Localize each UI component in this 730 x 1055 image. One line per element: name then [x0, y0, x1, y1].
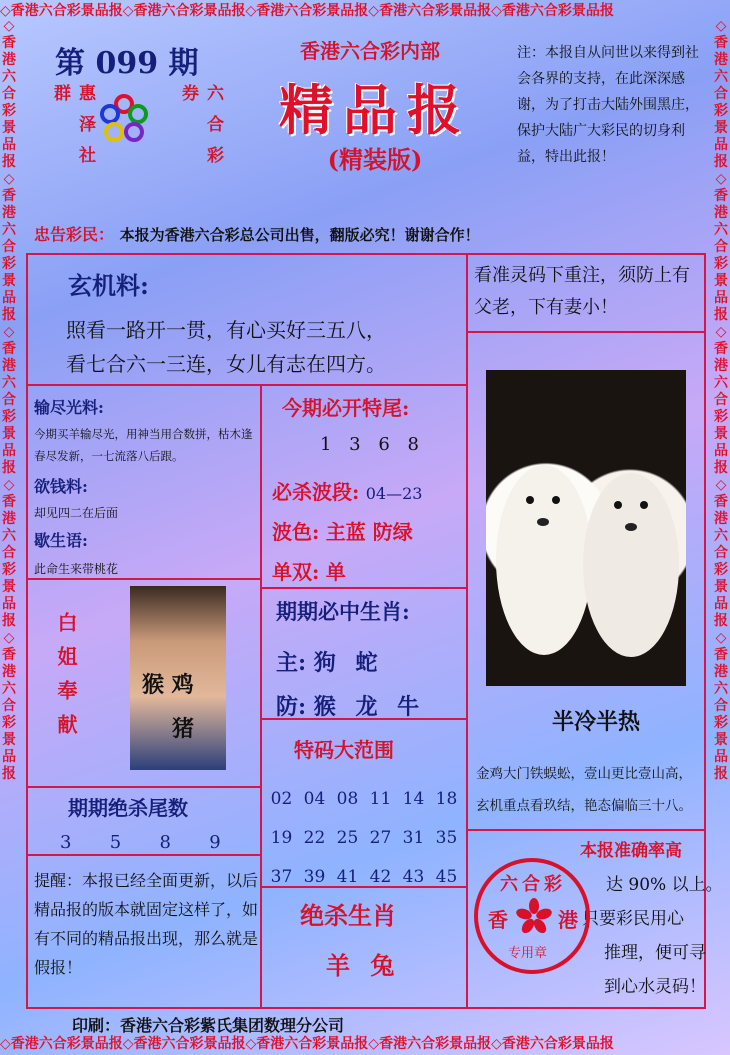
zodiac-guard-value: 猴 龙 牛	[313, 694, 426, 720]
warning-text: 本报为香港六合彩总公司出售，翻版必究！谢谢合作！	[119, 226, 480, 244]
top-right-text: 看准灵码下重注，须防上有父老，下有妻小！	[474, 265, 690, 318]
issue-number: 第 099 期	[55, 46, 199, 81]
range-number: 42	[369, 867, 392, 887]
accuracy-line-1: 本报准确率高	[580, 841, 682, 861]
zodiac-main-label: 主:	[276, 650, 307, 676]
odd-even-label: 单双:	[272, 560, 320, 584]
header-right-column: 六合彩券	[178, 84, 223, 177]
wave-kill-label: 必杀波段:	[272, 480, 360, 504]
seal-bottom-text: 专用章	[508, 946, 548, 961]
range-number: 08	[336, 789, 359, 809]
page-title: 精品报	[279, 78, 471, 142]
reminder-text: 提醒：本报已经全面更新，以后精品报的版本就固定这样了，如有不同的精品报出现，那么就是假报！	[34, 871, 259, 977]
wave-kill-value: 04—23	[365, 484, 423, 503]
footer-print: 印刷：香港六合彩紫氏集团数理分公司	[72, 1016, 345, 1035]
half-cold-text: 金鸡大门铁蜈蚣，壹山更比壹山高，玄机重点看玖结，艳态偏临三十八。	[476, 766, 692, 814]
left-info-paragraph-1: 今期买羊输尽光，用神当用合数拼，枯木逢春尽发新，一七流落八后跟。	[34, 427, 253, 463]
kill-tail-number: 9	[209, 832, 221, 853]
xuanji-title: 玄机料:	[68, 271, 149, 300]
range-number: 45	[435, 867, 458, 887]
tail-title: 今期必开特尾:	[282, 396, 410, 420]
kill-tail-title: 期期绝杀尾数	[68, 796, 188, 820]
warning-line	[34, 222, 480, 245]
left-info-title-3: 歇生语:	[34, 531, 88, 550]
left-info-title-2: 欲钱料:	[34, 477, 88, 496]
odd-even-line	[272, 556, 346, 585]
zodiac-title: 期期必中生肖:	[276, 599, 410, 624]
zodiac-guard-line	[276, 690, 425, 721]
special-range-grid	[265, 780, 465, 897]
range-number: 27	[369, 828, 392, 848]
xuanji-line-2: 看七合六一三连，女儿有志在四方。	[66, 352, 386, 376]
range-number: 35	[435, 828, 458, 848]
accuracy-line-4: 推理，便可寻	[604, 943, 706, 963]
range-number: 43	[402, 867, 425, 887]
range-number: 25	[336, 828, 359, 848]
white-sister-overlay-2: 猪	[172, 716, 195, 742]
range-number: 04	[303, 789, 326, 809]
kill-tail-number: 8	[159, 832, 171, 853]
left-info-paragraph-2: 却见四二在后面	[34, 506, 119, 520]
seal-right-text: 港	[558, 908, 578, 932]
range-number: 02	[270, 789, 293, 809]
kill-zodiac-title: 绝杀生肖	[300, 901, 396, 930]
zodiac-guard-label: 防:	[276, 694, 307, 720]
range-number: 14	[402, 789, 425, 809]
right-border-text: ◇香港六合彩景品报◇香港六合彩景品报◇香港六合彩景品报◇香港六合彩景品报◇香港六合彩景品报	[714, 18, 728, 782]
special-range-title: 特码大范围	[294, 738, 394, 762]
bauhinia-icon	[516, 898, 552, 934]
wave-color-label: 波色:	[272, 520, 320, 544]
range-number: 41	[336, 867, 359, 887]
accuracy-line-2: 达 90% 以上。	[606, 875, 723, 895]
zodiac-main-value: 狗 蛇	[313, 650, 384, 676]
range-number: 11	[369, 789, 392, 809]
left-border-text: ◇香港六合彩景品报◇香港六合彩景品报◇香港六合彩景品报◇香港六合彩景品报◇香港六合彩景品报	[2, 18, 16, 782]
accuracy-line-3: 只要彩民用心	[582, 909, 684, 929]
wave-kill-line	[272, 476, 422, 505]
header-subtitle: 香港六合彩内部	[300, 39, 440, 63]
edition-label: (精装版)	[327, 145, 423, 174]
tail-numbers: 1 3 6 8	[320, 434, 425, 455]
right-middle-section	[466, 331, 706, 831]
kill-tail-numbers	[60, 832, 253, 853]
seal-left-text: 香	[488, 908, 508, 932]
kill-tail-number: 5	[109, 832, 122, 853]
header-note: 注：本报自从问世以来得到社会各界的支持，在此深深感谢，为了打击大陆外围黑庄，保护大陆广大彩民的切身利益，特出此报！	[517, 45, 699, 165]
kill-tail-number: 3	[60, 832, 72, 853]
left-info-title-1: 输尽光料:	[34, 398, 104, 417]
wave-color-value: 主蓝 防绿	[325, 520, 413, 544]
range-number: 19	[270, 828, 293, 848]
kill-zodiac-value: 羊 兔	[326, 951, 401, 980]
top-border-text: ◇香港六合彩景品报◇香港六合彩景品报◇香港六合彩景品报◇香港六合彩景品报◇香港六合彩景品报	[0, 3, 614, 19]
white-sister-vertical: 白姐奉献	[54, 612, 78, 748]
half-cold-title: 半冷半热	[552, 709, 641, 735]
odd-even-value: 单	[325, 560, 346, 584]
warning-label: 忠告彩民：	[34, 225, 115, 244]
range-number: 18	[435, 789, 458, 809]
range-number: 22	[303, 828, 326, 848]
range-number: 31	[402, 828, 425, 848]
zodiac-main-line	[276, 646, 383, 677]
header-left-column: 惠泽社群	[50, 84, 95, 177]
wave-color-line	[272, 516, 413, 545]
official-seal	[474, 858, 590, 974]
white-sister-overlay-1: 猴 鸡	[142, 672, 194, 698]
range-number: 37	[270, 867, 293, 887]
left-info-paragraph-3: 此命生来带桃花	[34, 562, 119, 576]
accuracy-line-5: 到心水灵码！	[604, 977, 706, 997]
lottery-logo-icon	[98, 94, 150, 146]
bottom-border-text: ◇香港六合彩景品报◇香港六合彩景品报◇香港六合彩景品报◇香港六合彩景品报◇香港六合彩景品报	[0, 1036, 614, 1052]
xuanji-line-1: 照看一路开一贯，有心买好三五八，	[66, 318, 386, 342]
seal-top-text: 六合彩	[500, 874, 566, 895]
range-number: 39	[303, 867, 326, 887]
